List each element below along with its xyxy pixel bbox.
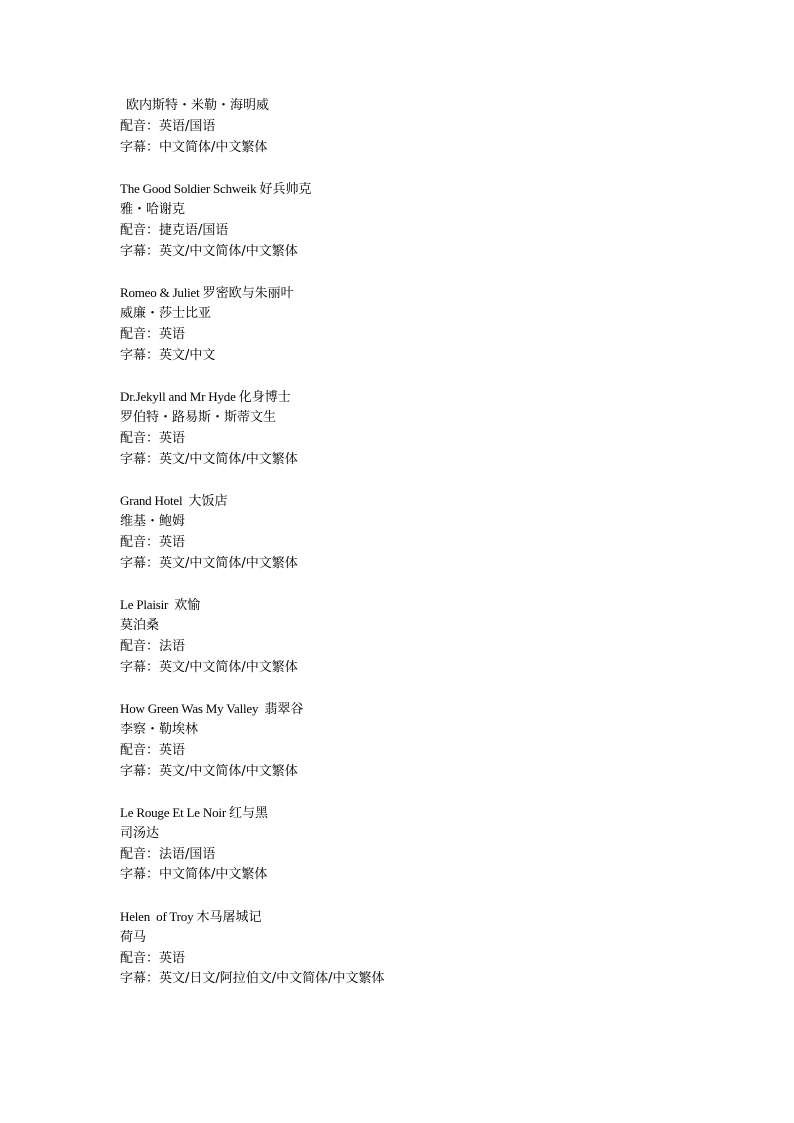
- title-english: The Good Soldier Schweik: [120, 181, 260, 197]
- author-line: 莫泊桑: [120, 617, 160, 633]
- author-line: 罗伯特・路易斯・斯蒂文生: [120, 409, 277, 425]
- title-chinese: 欢愉: [174, 598, 201, 614]
- film-entry: [120, 699, 740, 782]
- author-line: 荷马: [120, 929, 147, 945]
- film-entry: [120, 803, 740, 886]
- author-line: 雅・哈谢克: [120, 201, 186, 217]
- title-english: Le Plaisir: [120, 597, 175, 613]
- film-entry: [120, 387, 740, 470]
- film-entry: [120, 491, 740, 574]
- author-line: 威廉・莎士比亚: [120, 305, 212, 321]
- subtitle-line: 字幕：英文/中文简体/中文繁体: [120, 555, 298, 571]
- film-title-line: [120, 907, 740, 928]
- dub-line: 配音：英语: [120, 326, 186, 342]
- subtitle-line: 字幕：英文/中文简体/中文繁体: [120, 451, 298, 467]
- title-chinese: 好兵帅克: [259, 182, 312, 198]
- title-chinese: 木马屠城记: [196, 910, 262, 926]
- subtitle-line: 字幕：英文/中文简体/中文繁体: [120, 763, 298, 779]
- film-title-line: [120, 491, 740, 512]
- dub-line: 配音：英语: [120, 534, 186, 550]
- dub-line: 配音：英语: [120, 950, 186, 966]
- title-chinese: 大饭店: [188, 494, 228, 510]
- title-chinese: 红与黑: [229, 806, 269, 822]
- film-title-line: [120, 179, 740, 200]
- dub-line: 配音：捷克语/国语: [120, 222, 229, 238]
- subtitle-line: 字幕：英文/日文/阿拉伯文/中文简体/中文繁体: [120, 971, 385, 987]
- film-list: [120, 96, 740, 1011]
- film-title-line: [120, 803, 740, 824]
- subtitle-line: 字幕：中文简体/中文繁体: [120, 139, 268, 155]
- subtitle-line: 字幕：英文/中文简体/中文繁体: [120, 659, 298, 675]
- author-line: 李察・勒埃林: [120, 721, 199, 737]
- dub-line: 配音：英语: [120, 742, 186, 758]
- film-title-line: [120, 387, 740, 408]
- author-line: 欧内斯特・米勒・海明威: [126, 98, 270, 113]
- subtitle-line: 字幕：英文/中文: [120, 347, 216, 363]
- film-title-line: [120, 283, 740, 304]
- title-chinese: 化身博士: [238, 390, 291, 406]
- dub-line: 配音：英语: [120, 430, 186, 446]
- intro-entry: [120, 96, 740, 158]
- dub-line: 配音：法语: [120, 638, 186, 654]
- film-entry: [120, 595, 740, 678]
- author-line: 司汤达: [120, 825, 160, 841]
- title-chinese: 罗密欧与朱丽叶: [202, 286, 294, 302]
- film-entry: [120, 283, 740, 366]
- title-english: Dr.Jekyll and Mr Hyde: [120, 389, 239, 405]
- title-chinese: 翡翠谷: [264, 702, 304, 718]
- film-entry: [120, 179, 740, 262]
- dub-line: 配音：英语/国语: [120, 118, 216, 134]
- title-english: Le Rouge Et Le Noir: [120, 805, 229, 821]
- subtitle-line: 字幕：英文/中文简体/中文繁体: [120, 243, 298, 259]
- subtitle-line: 字幕：中文简体/中文繁体: [120, 867, 268, 883]
- title-english: How Green Was My Valley: [120, 701, 265, 717]
- film-title-line: [120, 595, 740, 616]
- author-line: 维基・鲍姆: [120, 513, 186, 529]
- title-english: Helen of Troy: [120, 909, 197, 925]
- film-title-line: [120, 699, 740, 720]
- film-entry: [120, 907, 740, 990]
- title-english: Grand Hotel: [120, 493, 189, 509]
- dub-line: 配音：法语/国语: [120, 846, 216, 862]
- title-english: Romeo & Juliet: [120, 285, 203, 301]
